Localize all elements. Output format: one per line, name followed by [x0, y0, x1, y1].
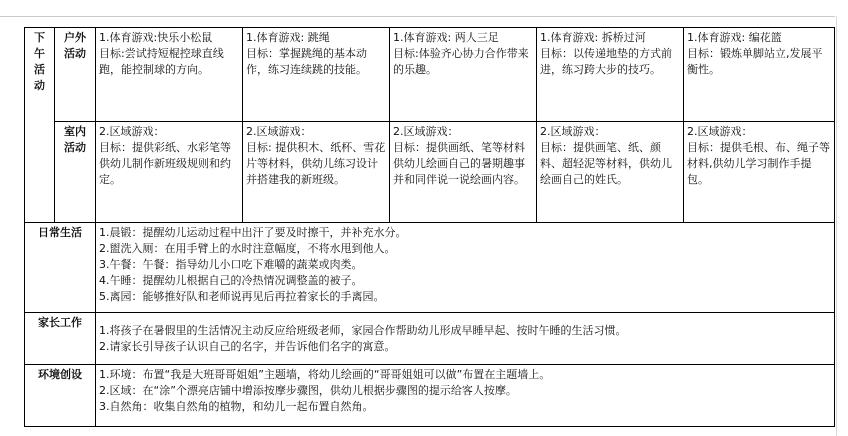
environment-label: 环境创设: [25, 365, 96, 427]
activity-goal: 目标:体验齐心协力合作带来的乐趣。: [393, 47, 529, 76]
parents-work-item: 1.将孩子在暑假里的生活情况主动反应给班级老师，家园合作帮助幼儿形成早睡早起、按时午睡的生活习惯。: [99, 323, 627, 337]
environment-content: [96, 365, 835, 427]
parents-work-label: 家长工作: [25, 313, 96, 365]
indoor-activity-cell: [96, 122, 243, 223]
activity-title: 1.体育游戏: 拆桥过河: [540, 31, 646, 44]
parents-work-row: [25, 313, 835, 365]
indoor-label-line: 室内: [64, 125, 86, 138]
outdoor-activity-cell: [684, 28, 835, 122]
environment-item: 2.区域：在“涂”个漂亮店铺中增添按摩步骤图，供幼儿根据步骤图的提示给客人按摩。: [99, 384, 517, 397]
outdoor-activity-cell: [243, 28, 390, 122]
activity-title: 1.体育游戏: 两人三足: [393, 31, 499, 44]
outdoor-label-line: 活动: [64, 47, 86, 60]
daily-life-item: 1.晨锻：提醒幼儿运动过程中出汗了要及时擦干，并补充水分。: [99, 226, 407, 239]
activity-goal: 目标：锻炼单脚站立,发展平衡性。: [687, 47, 823, 76]
page-right-margin: [836, 16, 848, 436]
daily-life-item: 5.离园：能够推好队和老师说再见后再拉着家长的手离园。: [99, 290, 385, 303]
indoor-activity-cell: [390, 122, 537, 223]
parents-work-item: 2.请家长引导孩子认识自己的名字，并告诉他们名字的寓意。: [99, 339, 396, 353]
outdoor-activity-cell: [96, 28, 243, 122]
indoor-activity-cell: [243, 122, 390, 223]
indoor-activity-label: [55, 122, 96, 223]
environment-row: [25, 365, 835, 427]
indoor-activity-cell: [684, 122, 835, 223]
activity-goal: 目标:尝试持短棍控球直线跑，能控制球的方向。: [99, 47, 224, 76]
daily-life-item: 3.午餐：午餐：指导幼儿小口吃下难嚼的蔬菜或肉类。: [99, 258, 363, 271]
activity-goal: 目标: 提供积木、纸杯、雪花片等材料，供幼儿练习设计并搭建我的新班级。: [246, 141, 386, 186]
activity-goal: 目标：提供画纸、笔等材料供幼儿绘画自己的暑期趣事并和同伴说一说绘画内容。: [393, 141, 525, 186]
activity-title: 2.区域游戏：: [393, 125, 459, 138]
daily-life-item: 4.午睡：提醒幼儿根据自己的冷热情况调整盖的被子。: [99, 274, 363, 287]
afternoon-activity-label: [25, 28, 55, 223]
activity-goal: 目标：掌握跳绳的基本动作，练习连续跳的技能。: [246, 47, 367, 76]
afternoon-indoor-row: [25, 122, 835, 223]
activity-title: 2.区域游戏：: [99, 125, 165, 138]
weekly-plan-table: [24, 27, 835, 427]
outdoor-label-line: 户外: [64, 31, 86, 44]
activity-goal: 目标：以传递地垫的方式前进，练习跨大步的技巧。: [540, 47, 672, 76]
activity-title: 2.区域游戏：: [687, 125, 753, 138]
environment-item: 1.环境：布置“我是大班哥哥姐姐”主题墙，将幼儿绘画的“哥哥姐姐可以做”布置在主题墙上。: [99, 368, 551, 381]
activity-goal: 目标：提供彩纸、水彩笔等供幼儿制作新班级规则和约定。: [99, 141, 231, 186]
afternoon-label-char: 动: [34, 79, 45, 92]
afternoon-label-char: 活: [34, 63, 45, 76]
activity-title: 1.体育游戏: 编花篮: [687, 31, 782, 44]
afternoon-label-char: 午: [34, 47, 45, 60]
daily-life-label: 日常生活: [25, 223, 96, 313]
activity-title: 1.体育游戏: 跳绳: [246, 31, 330, 44]
activity-title: 2.区域游戏：: [246, 125, 312, 138]
afternoon-label-char: 下: [34, 31, 45, 44]
indoor-label-line: 活动: [64, 141, 86, 154]
outdoor-activity-label: [55, 28, 96, 122]
daily-life-row: [25, 223, 835, 313]
parents-work-content: [96, 313, 835, 365]
activity-title: 2.区域游戏：: [540, 125, 606, 138]
page-top-edge: [0, 0, 835, 17]
daily-life-item: 2.盥洗入厕：在用手臂上的水时注意幅度，不将水甩到他人。: [99, 242, 396, 255]
outdoor-activity-cell: [537, 28, 684, 122]
outdoor-activity-cell: [390, 28, 537, 122]
activity-goal: 目标：提供毛根、布、绳子等材料,供幼儿学习制作手提包。: [687, 141, 830, 186]
activity-title: 1.体育游戏:快乐小松鼠: [99, 31, 213, 44]
activity-goal: 目标：提供画笔、纸、颜料、超轻泥等材料，供幼儿绘画自己的姓氏。: [540, 141, 672, 186]
daily-life-content: [96, 223, 835, 313]
afternoon-outdoor-row: [25, 28, 835, 122]
environment-item: 3.自然角：收集自然角的植物，和幼儿一起布置自然角。: [99, 400, 374, 413]
indoor-activity-cell: [537, 122, 684, 223]
